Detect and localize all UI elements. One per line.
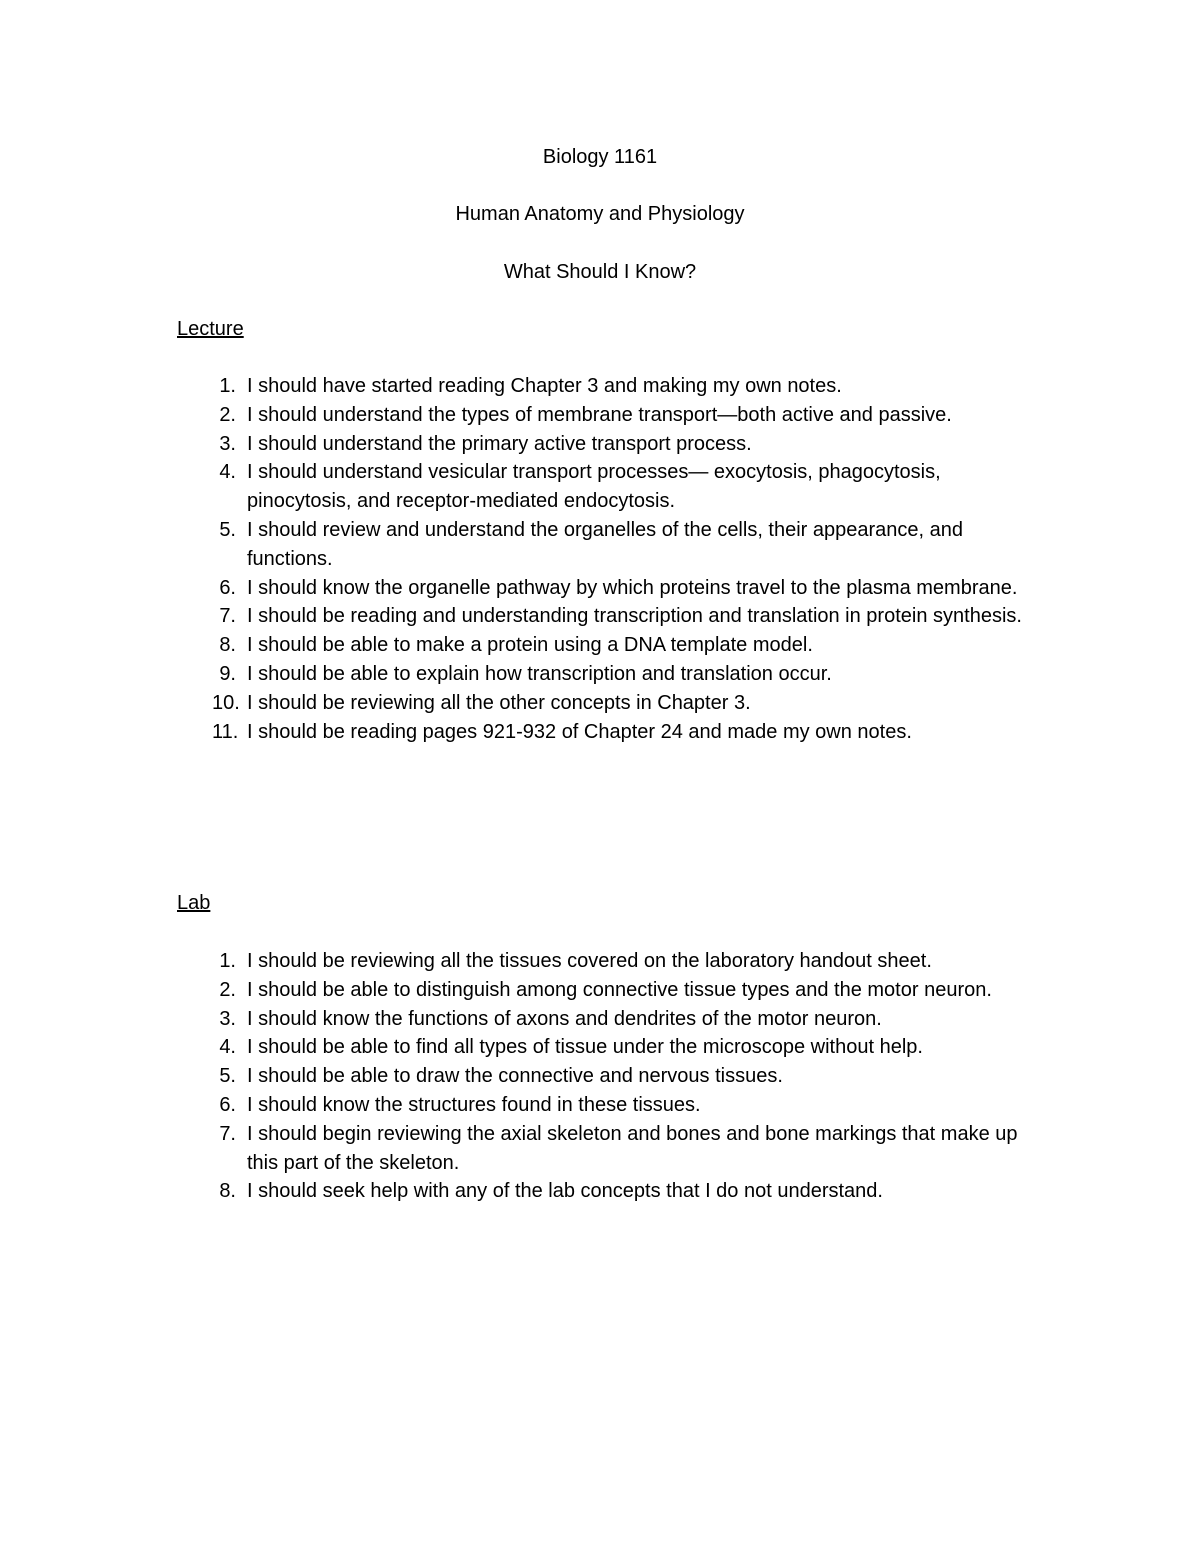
item-number: 4. [219, 1036, 236, 1059]
item-text: I should know the functions of axons and dendrites of the motor neuron. [247, 1007, 882, 1030]
item-text: I should have started reading Chapter 3 and making my own notes. [247, 375, 842, 397]
item-number: 6. [219, 576, 236, 599]
list-item [0, 1062, 1200, 1091]
item-number: 7. [219, 1122, 236, 1145]
item-text: I should seek help with any of the lab concepts that I do not understand. [247, 1180, 883, 1203]
item-text: I should understand vesicular transport processes— exocytosis, phagocytosis, pinocytosis, and receptor-mediated endocytosis. [247, 461, 941, 513]
list-item [0, 1033, 1200, 1062]
item-text: I should review and understand the organelles of the cells, their appearance, and functions. [247, 518, 964, 570]
course-number: Biology 1161 [542, 146, 658, 168]
item-text: I should be able to draw the connective and nervous tissues. [247, 1065, 783, 1088]
list-item [0, 689, 1200, 718]
list-item [0, 1091, 1200, 1120]
item-text: I should know the organelle pathway by which proteins travel to the plasma membrane. [247, 576, 1018, 599]
item-number: 5. [219, 1065, 236, 1088]
item-number: 11. [212, 720, 239, 743]
list-item [0, 947, 1200, 976]
lab-list [0, 947, 1200, 1206]
item-text: I should be reviewing all the tissues covered on the laboratory handout sheet. [247, 950, 932, 972]
item-text: I should begin reviewing the axial skeleton and bones and bone markings that make up this part of the skeleton. [247, 1122, 1018, 1174]
item-number: 7. [219, 605, 236, 628]
item-number: 9. [219, 662, 236, 685]
list-item [0, 516, 1200, 574]
item-text: I should understand the primary active transport process. [247, 432, 752, 455]
item-number: 1. [219, 950, 236, 972]
list-item [0, 430, 1200, 459]
item-number: 2. [219, 978, 236, 1001]
list-item [0, 458, 1200, 516]
item-number: 3. [219, 432, 236, 455]
item-number: 8. [219, 1180, 236, 1203]
document-title: What Should I Know? [503, 261, 697, 283]
list-item [0, 602, 1200, 631]
list-item [0, 631, 1200, 660]
item-text: I should understand the types of membrane transport—both active and passive. [247, 403, 952, 426]
item-number: 10. [212, 691, 240, 714]
list-item [0, 1177, 1200, 1206]
item-number: 2. [219, 403, 236, 426]
item-text: I should be able to find all types of tissue under the microscope without help. [247, 1036, 923, 1059]
section-heading-lab: Lab [177, 892, 211, 914]
list-item [0, 1120, 1200, 1178]
item-text: I should be able to make a protein using a DNA template model. [247, 634, 813, 657]
item-number: 5. [219, 518, 236, 541]
section-heading-lecture: Lecture [177, 318, 244, 340]
list-item [0, 976, 1200, 1005]
list-item [0, 718, 1200, 747]
item-number: 4. [219, 461, 236, 484]
lecture-list [0, 372, 1200, 746]
item-number: 1. [219, 375, 236, 397]
item-number: 6. [219, 1093, 236, 1116]
list-item [0, 660, 1200, 689]
list-item [0, 401, 1200, 430]
item-number: 8. [219, 634, 236, 657]
item-number: 3. [219, 1007, 236, 1030]
item-text: I should be reading and understanding transcription and translation in protein synthesis. [247, 605, 1022, 628]
item-text: I should be able to distinguish among connective tissue types and the motor neuron. [247, 978, 992, 1001]
item-text: I should be reading pages 921-932 of Chapter 24 and made my own notes. [247, 720, 912, 743]
item-text: I should know the structures found in these tissues. [247, 1093, 701, 1116]
list-item [0, 574, 1200, 603]
item-text: I should be able to explain how transcription and translation occur. [247, 662, 832, 685]
course-title: Human Anatomy and Physiology [455, 203, 745, 225]
list-item [0, 1005, 1200, 1034]
list-item [0, 372, 1200, 401]
item-text: I should be reviewing all the other concepts in Chapter 3. [247, 691, 751, 714]
